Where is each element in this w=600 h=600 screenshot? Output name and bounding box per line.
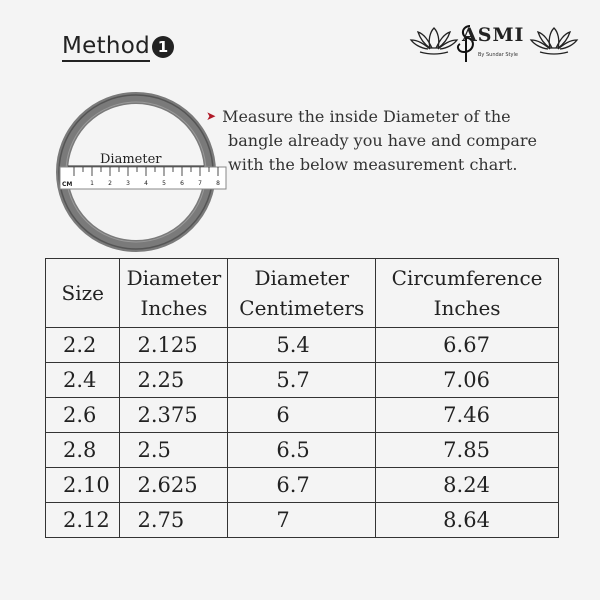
table-row [46, 468, 559, 503]
cell-circumference: 8.64 [376, 503, 559, 538]
cell-diameter-inches: 2.625 [120, 468, 228, 503]
table-row [46, 328, 559, 363]
brand-name: ASMI [462, 24, 525, 46]
ruler-tick-label: 4 [144, 180, 148, 187]
lotus-right-icon [531, 28, 577, 54]
method-label: Method [62, 33, 150, 62]
table-row [46, 433, 559, 468]
cell-diameter-inches: 2.375 [120, 398, 228, 433]
brand-tagline: By Sundar Style [478, 52, 518, 58]
header-diameter-centimeters: Diameter Centimeters [228, 259, 376, 328]
ruler-unit: CM [62, 181, 73, 188]
cell-circumference: 7.06 [376, 363, 559, 398]
table-row [46, 363, 559, 398]
bangle-diagram [56, 92, 228, 252]
table-row [46, 398, 559, 433]
ruler-tick-label: 7 [198, 180, 202, 187]
cell-size: 2.8 [46, 433, 120, 468]
arrow-right-icon: ➤ [206, 109, 217, 123]
ruler [60, 167, 226, 189]
cell-circumference: 7.85 [376, 433, 559, 468]
cell-diameter-cm: 5.7 [228, 363, 376, 398]
ruler-tick-label: 8 [216, 180, 220, 187]
cell-diameter-cm: 6.7 [228, 468, 376, 503]
cell-diameter-cm: 6.5 [228, 433, 376, 468]
instruction-text [206, 104, 576, 177]
cell-size: 2.6 [46, 398, 120, 433]
ruler-tick-label: 1 [90, 180, 94, 187]
instruction-line-3: with the below measurement chart. [228, 155, 518, 174]
method-number-badge: 1 [152, 36, 174, 58]
cell-diameter-cm: 5.4 [228, 328, 376, 363]
cell-diameter-inches: 2.5 [120, 433, 228, 468]
ruler-tick-label: 5 [162, 180, 166, 187]
cell-size: 2.2 [46, 328, 120, 363]
instruction-line-1: Measure the inside Diameter of the [222, 107, 511, 126]
header-circumference-inches: Circumference Inches [376, 259, 559, 328]
ruler-tick-label: 2 [108, 180, 112, 187]
cell-size: 2.12 [46, 503, 120, 538]
ruler-tick-label: 3 [126, 180, 130, 187]
cell-circumference: 8.24 [376, 468, 559, 503]
diameter-label: Diameter [100, 152, 162, 167]
cell-size: 2.4 [46, 363, 120, 398]
cell-diameter-cm: 7 [228, 503, 376, 538]
cell-circumference: 6.67 [376, 328, 559, 363]
header-size: Size [46, 259, 120, 328]
cell-diameter-cm: 6 [228, 398, 376, 433]
cell-circumference: 7.46 [376, 398, 559, 433]
cell-diameter-inches: 2.125 [120, 328, 228, 363]
table-header-row [46, 259, 559, 328]
cell-size: 2.10 [46, 468, 120, 503]
ruler-tick-label: 6 [180, 180, 184, 187]
size-chart-table [45, 258, 559, 538]
instruction-line-2: bangle already you have and compare [228, 131, 538, 150]
cell-diameter-inches: 2.75 [120, 503, 228, 538]
cell-diameter-inches: 2.25 [120, 363, 228, 398]
method-title [62, 33, 174, 62]
lotus-left-icon [411, 28, 457, 54]
table-row [46, 503, 559, 538]
header-diameter-inches: Diameter Inches [120, 259, 228, 328]
